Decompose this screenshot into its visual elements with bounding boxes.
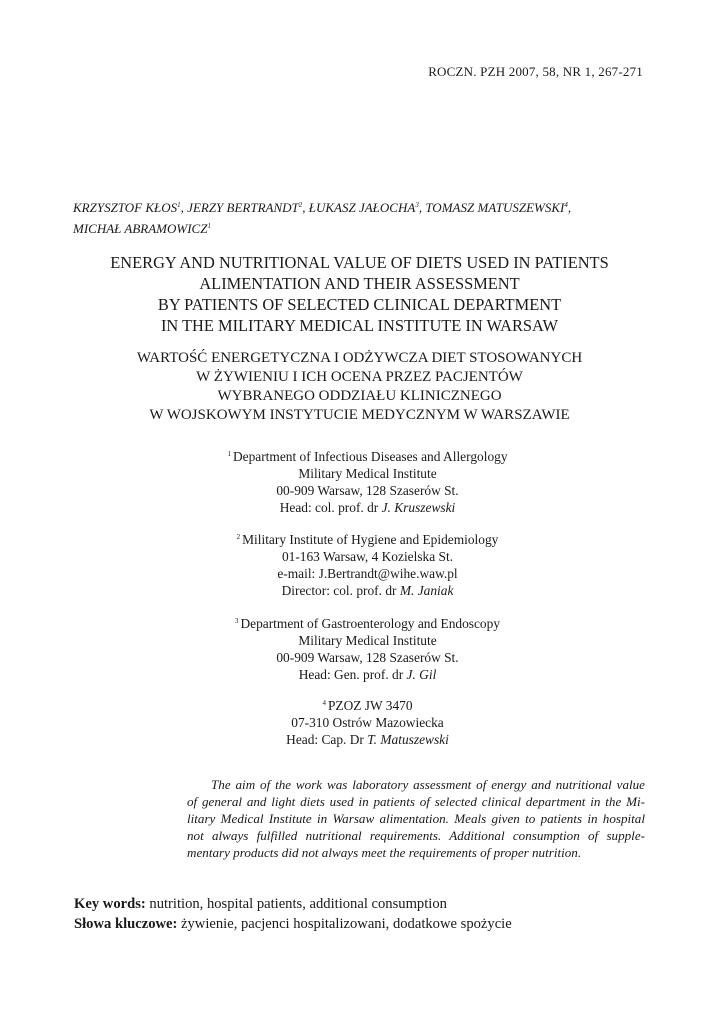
title-line: IN THE MILITARY MEDICAL INSTITUTE IN WARSAW <box>160 316 559 335</box>
author: ŁUKASZ JAŁOCHA$^3$, <box>308 200 426 215</box>
title-english <box>0 252 719 336</box>
title-line: WYBRANEGO ODDZIAŁU KLINICZNEGO <box>217 388 502 404</box>
author: KRZYSZTOF KŁOS$^1$, <box>73 200 188 215</box>
author-list <box>73 196 653 238</box>
title-polish <box>0 349 719 425</box>
abstract-line: mentary products did not always meet the requirements of proper nutrition. <box>187 845 582 860</box>
journal-reference: ROCZN. PZH 2007, 58, NR 1, 267-271 <box>428 64 643 79</box>
title-line: W WOJSKOWYM INSTYTUCIE MEDYCZNYM W WARSZAWIE <box>149 407 570 423</box>
abstract-line: The aim of the work was laboratory assessment of energy and nutritional value <box>211 777 645 792</box>
keywords <box>74 894 674 934</box>
title-line: ENERGY AND NUTRITIONAL VALUE OF DIETS USED IN PATIENTS <box>110 253 609 272</box>
affiliation-3: $^3$ Department of Gastroenterology and Endoscopy Military Medical Institute 00-909 Warsaw, 128 Szaserów St. Head: Gen. prof. dr J. Gil <box>234 616 501 682</box>
abstract-line: of general and light diets used in patients of selected clinical department in the Mi- <box>187 794 645 809</box>
keywords-english: Key words: nutrition, hospital patients, additional consumption <box>74 896 447 912</box>
abstract <box>187 776 645 861</box>
affiliation-1: $^1$ Department of Infectious Diseases and Allergology Military Medical Institute 00-909 Warsaw, 128 Szaserów St. Head: col. prof. dr J. Kruszewski <box>227 449 508 515</box>
affiliation-2: $^2$ Military Institute of Hygiene and Epidemiology 01-163 Warsaw, 4 Kozielska St. e-mail: J.Bertrandt@wihe.waw.pl Director: col. prof. dr M. Janiak <box>236 532 499 598</box>
author: MICHAŁ ABRAMOWICZ$^1$ <box>73 221 211 236</box>
title-line: BY PATIENTS OF SELECTED CLINICAL DEPARTMENT <box>157 295 562 314</box>
title-line: ALIMENTATION AND THEIR ASSESSMENT <box>199 274 520 293</box>
title-line: W ŻYWIENIU I ICH OCENA PRZEZ PACJENTÓW <box>196 369 523 385</box>
title-line: WARTOŚĆ ENERGETYCZNA I ODŻYWCZA DIET STOSOWANYCH <box>136 350 583 366</box>
author: TOMASZ MATUSZEWSKI$^4$, <box>425 200 572 215</box>
author: JERZY BERTRANDT$^2$, <box>187 200 309 215</box>
keywords-polish: Słowa kluczowe: żywienie, pacjenci hospitalizowani, dodatkowe spożycie <box>74 916 512 932</box>
abstract-line: not always fulfilled nutritional requirements. Additional consumption of supple- <box>187 828 645 843</box>
affiliation-4: $^4$ PZOZ JW 3470 07-310 Ostrów Mazowiecka Head: Cap. Dr T. Matuszewski <box>286 698 449 747</box>
abstract-line: litary Medical Institute in Warsaw alimentation. Meals given to patients in hospital <box>187 811 645 826</box>
